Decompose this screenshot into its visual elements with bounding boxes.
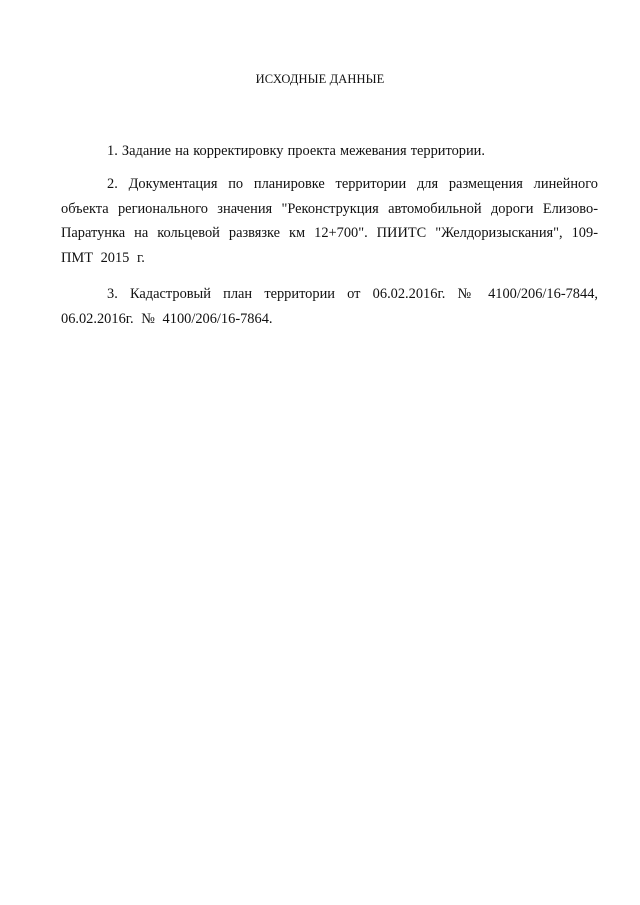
source-item-text: [61, 172, 598, 270]
source-item-content: Кадастровый план территории от 06.02.2016г. № 4100/206/16-7844, 06.02.2016г. № 4100/206/16-7864.: [61, 286, 598, 327]
source-item-1: [61, 139, 598, 164]
source-item-content: Документация по планировке территории для размещения линейного объекта регионального значения "Реконструкция автомобильной дороги Елизово-Паратунка на кольцевой развязке км 12+700". ПИИТС "Желдоризыскания", 109-ПМТ 2015 г.: [61, 176, 598, 266]
source-item-2: [61, 172, 598, 270]
source-item-3: [61, 282, 598, 331]
source-item-text: [61, 282, 598, 331]
source-item-number: 2.: [107, 176, 118, 192]
page-title: ИСХОДНЫЕ ДАННЫЕ: [255, 72, 385, 86]
source-item-content: Задание на корректировку проекта межевания территории.: [121, 143, 485, 159]
source-item-number: 3.: [107, 286, 118, 302]
source-item-text: [61, 139, 598, 164]
source-item-number: 1.: [107, 143, 118, 159]
